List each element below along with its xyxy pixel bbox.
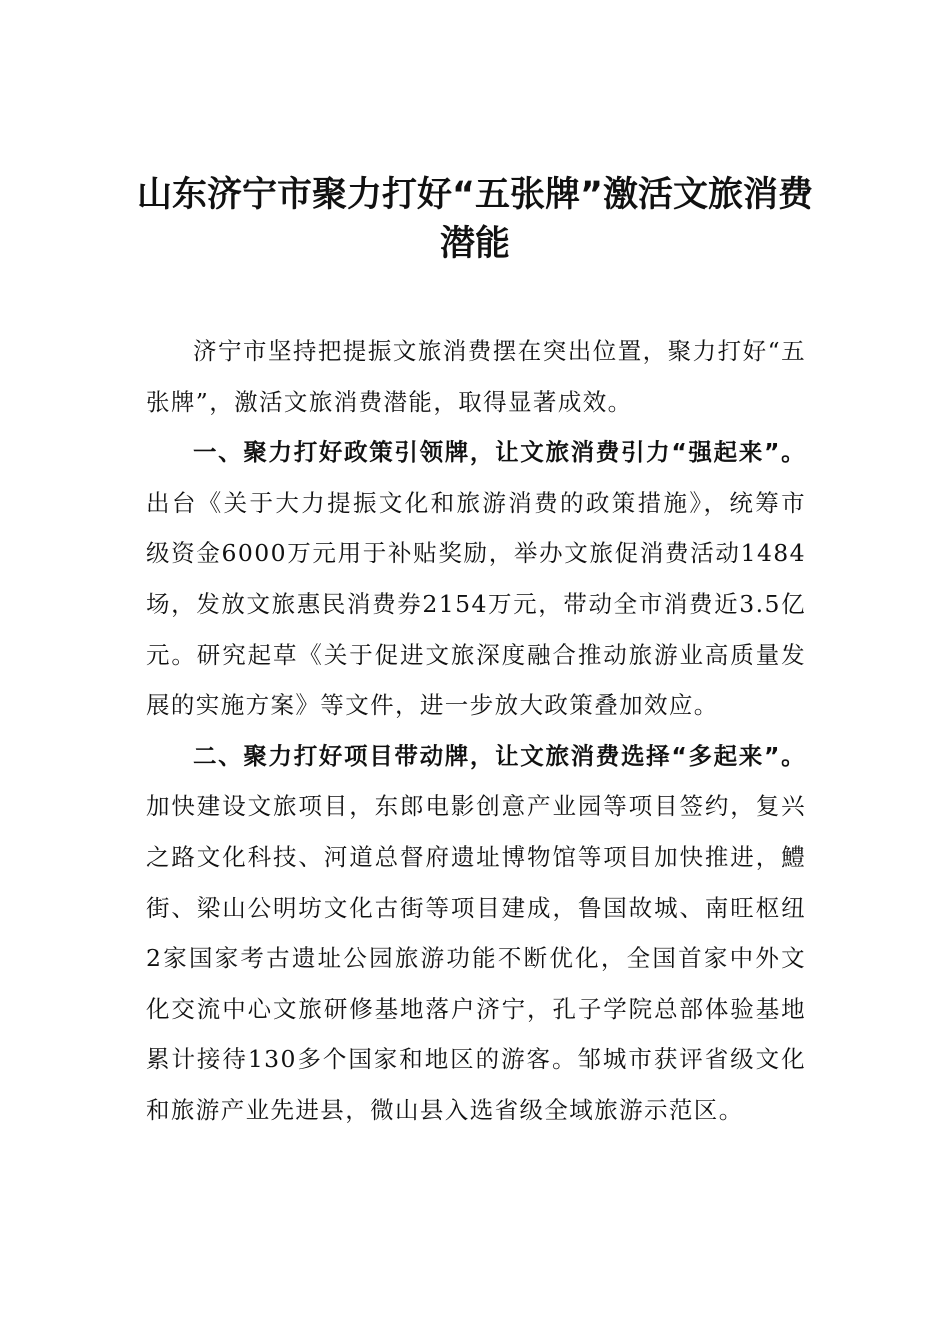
intro-paragraph <box>146 326 806 427</box>
section-2-heading: 二、聚力打好项目带动牌，让文旅消费选择“多起来”。 <box>193 741 806 770</box>
section-2-text: 加快建设文旅项目，东郎电影创意产业园等项目签约，复兴之路文化科技、河道总督府遗址博物馆等项目加快推进，鱧街、梁山公明坊文化古街等项目建成，鲁国故城、南旺枢纽2家国家考古遗址公园旅游功能不断优化，全国首家中外文化交流中心文旅研修基地落户济宁，孔子学院总部体验基地累计接待130多个国家和地区的游客。邹城市获评省级文化和旅游产业先进县，微山县入选省级全域旅游示范区。 <box>146 792 806 1124</box>
section-1-paragraph <box>146 427 806 731</box>
section-1-heading: 一、聚力打好政策引领牌，让文旅消费引力“强起来”。 <box>193 438 806 467</box>
section-1-text: 出台《关于大力提振文化和旅游消费的政策措施》，统筹市级资金6000万元用于补贴奖励，举办文旅促消费活动1484场，发放文旅惠民消费券2154万元，带动全市消费近3.5亿元。研究起草《关于促进文旅深度融合推动旅游业高质量发展的实施方案》等文件，进一步放大政策叠加效应。 <box>146 488 806 720</box>
intro-text: 济宁市坚持把提振文旅消费摆在突出位置，聚力打好“五张牌”，激活文旅消费潜能，取得显著成效。 <box>146 337 806 416</box>
document-body <box>146 326 806 1136</box>
document-title: 山东济宁市聚力打好“五张牌”激活文旅消费潜能 <box>136 175 813 264</box>
section-2-paragraph <box>146 731 806 1136</box>
